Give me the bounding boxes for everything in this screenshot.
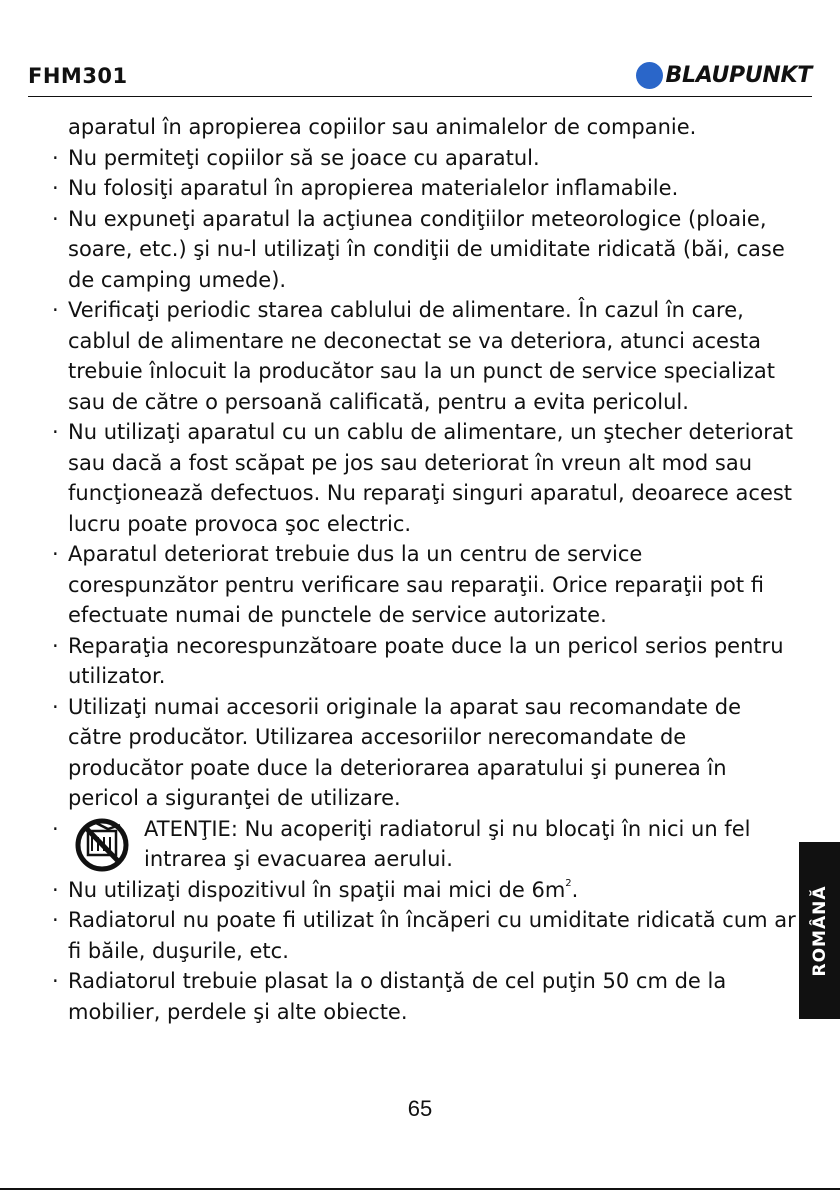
bullet: · bbox=[52, 542, 59, 566]
bullet: · bbox=[52, 816, 59, 841]
safety-instructions bbox=[52, 112, 797, 1027]
bottom-rule bbox=[0, 1188, 840, 1190]
page-number: 65 bbox=[407, 1096, 433, 1121]
list-item: · Radiatorul nu poate fi utilizat în încăperi cu umiditate ridicată cum ar fi băile, duşurile, etc. bbox=[52, 905, 797, 966]
model-name: FHM301 bbox=[28, 64, 128, 88]
list-item: · Nu utilizaţi dispozitivul în spaţii mai mici de $6m^2$. bbox=[52, 875, 797, 906]
brand-dot-icon bbox=[636, 62, 663, 89]
bullet: · bbox=[52, 298, 59, 322]
language-tab bbox=[799, 842, 840, 1019]
bullet: · bbox=[52, 908, 59, 932]
superscript: 2 bbox=[565, 877, 572, 889]
bullet: · bbox=[52, 633, 59, 658]
header-rule bbox=[28, 96, 812, 97]
list-item: aparatul în apropierea copiilor sau animalelor de companie. bbox=[68, 115, 697, 139]
bullet: · bbox=[52, 176, 59, 200]
brand-logo bbox=[636, 62, 812, 89]
list-item: · Utilizaţi numai accesorii originale la aparat sau recomandate de către producător. Utilizarea accesoriilor nerecomandate de producător poate duce la deteriorarea aparatului şi punerea în pericol a siguranţei de utilizare. bbox=[52, 692, 797, 814]
language-tab-label: ROMÂNĂ bbox=[809, 885, 830, 976]
list-item: · Nu permiteţi copiilor să se joace cu aparatul. bbox=[52, 143, 797, 174]
warning-text: ATENŢIE: Nu acoperiţi radiatorul şi nu blocaţi în nici un fel intrarea şi evacuarea aerului. bbox=[144, 816, 751, 871]
list-item: · Nu utilizaţi aparatul cu un cablu de alimentare, un ştecher deteriorat sau dacă a fost scăpat pe jos sau deteriorat în vreun alt mod sau funcţionează defectuos. Nu reparaţi singuri aparatul, deoarece acest lucru poate provoca şoc electric. bbox=[52, 417, 797, 539]
list-item: · Verificaţi periodic starea cablului de alimentare. În cazul în care, cablul de alimentare ne deconectat se va deteriora, atunci acesta trebuie înlocuit la producător sau la un punct de service specializat sau de către o persoană calificată, pentru a evita pericolul. bbox=[52, 295, 797, 417]
warning-item bbox=[52, 814, 797, 875]
list-item: · Nu expuneţi aparatul la acţiunea condiţiilor meteorologice (ploaie, soare, etc.) şi nu-l utilizaţi în condiţii de umiditate ridicată (băi, case de camping umede). bbox=[52, 204, 797, 296]
list-item: · Reparaţia necorespunzătoare poate duce la un pericol serios pentru utilizator. bbox=[52, 631, 797, 692]
brand-name: BLAUPUNKT bbox=[665, 63, 812, 88]
bullet: · bbox=[52, 206, 59, 231]
bullet: · bbox=[52, 969, 59, 993]
list-item: · Aparatul deteriorat trebuie dus la un centru de service corespunzător pentru verificare sau reparaţii. Orice reparaţii pot fi efectuate numai de punctele de service autorizate. bbox=[52, 539, 797, 631]
list-item: · Nu folosiţi aparatul în apropierea materialelor inflamabile. bbox=[52, 173, 797, 204]
bullet: · bbox=[52, 145, 59, 170]
do-not-cover-icon bbox=[74, 815, 130, 873]
bullet: · bbox=[52, 420, 59, 444]
bullet: · bbox=[52, 694, 59, 719]
page-header bbox=[28, 62, 812, 98]
bullet: · bbox=[52, 877, 59, 902]
list-item: · Radiatorul trebuie plasat la o distanţă de cel puţin 50 cm de la mobilier, perdele şi alte obiecte. bbox=[52, 966, 797, 1027]
